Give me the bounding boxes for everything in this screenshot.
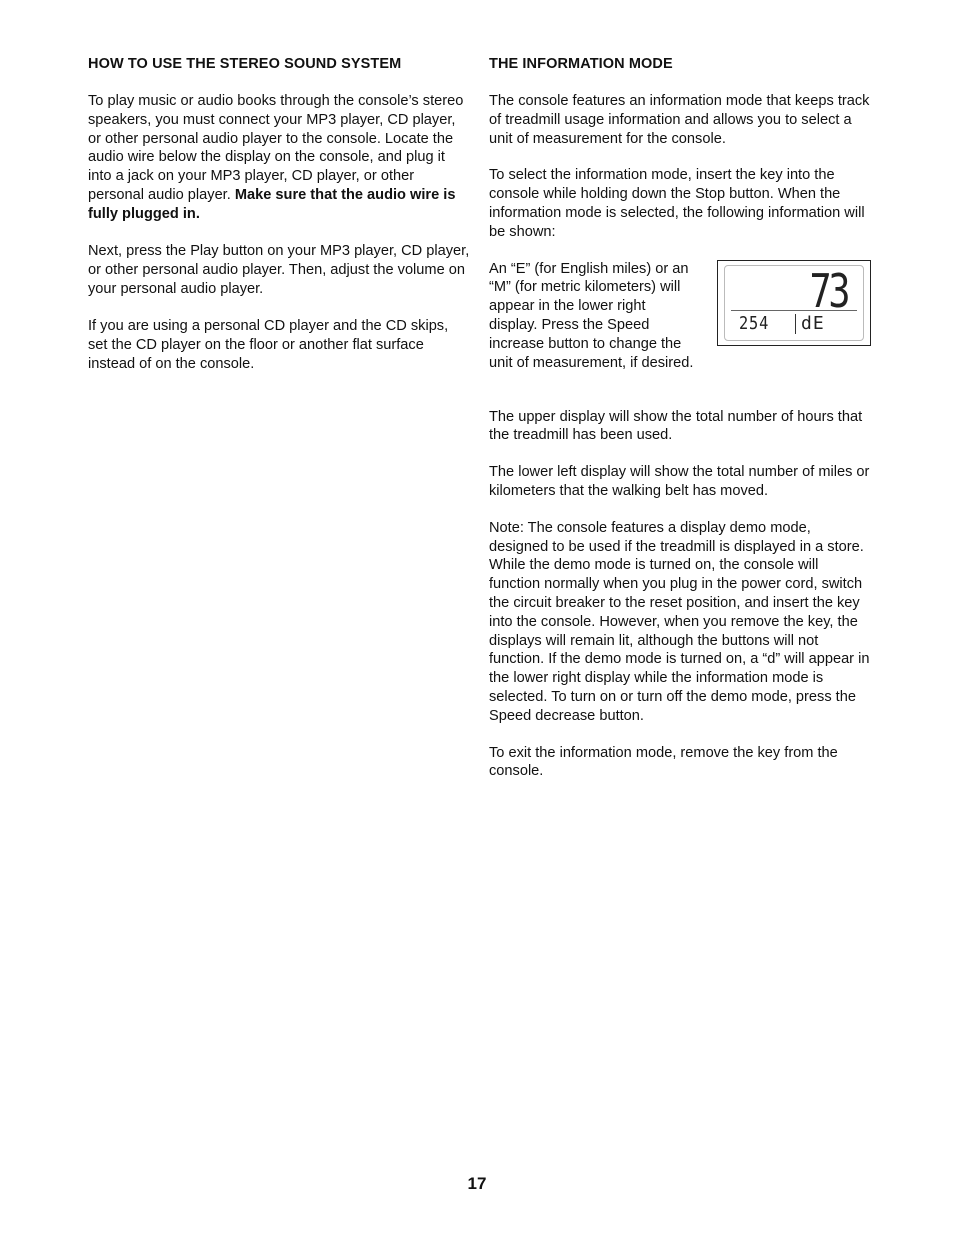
paragraph-connect-text: To play music or audio books through the console’s stereo speakers, you must connect your MP3 player, CD player, or other personal audio player to the console. Locate the audio wire below the display on the console, and plug it into a jack on your MP3 player, CD player, or other personal audio player. bbox=[88, 93, 464, 203]
right-column bbox=[489, 56, 871, 799]
section-heading-information-mode: THE INFORMATION MODE bbox=[489, 56, 673, 72]
display-window bbox=[724, 265, 864, 341]
paragraph-connect-warning: Make sure that the audio wire is fully plugged in. bbox=[88, 186, 456, 222]
section-heading-stereo: HOW TO USE THE STEREO SOUND SYSTEM bbox=[88, 56, 402, 72]
paragraph-info-mode-intro: The console features an information mode that keeps track of treadmill usage information and allows you to select a unit of measurement for the console. bbox=[489, 93, 870, 147]
unit-info-block bbox=[489, 260, 871, 390]
lower-left-display-distance: 254 bbox=[739, 312, 770, 334]
paragraph-connect-player bbox=[88, 92, 470, 224]
paragraph-cd-skips: If you are using a personal CD player and the CD skips, set the CD player on the floor or another flat surface instead of on the console. bbox=[88, 317, 449, 372]
paragraph-lower-left-display: The lower left display will show the total number of miles or kilometers that the walking belt has moved. bbox=[489, 464, 870, 499]
paragraph-unit-of-measurement: An “E” (for English miles) or an “M” (for metric kilometers) will appear in the lower right display. Press the Speed increase button to change the unit of measurement, if desired. bbox=[489, 260, 694, 371]
paragraph-select-info-mode: To select the information mode, insert the key into the console while holding down the Stop button. When the information mode is selected, the following information will be shown: bbox=[489, 167, 865, 240]
unit-info-text bbox=[489, 260, 694, 373]
paragraph-press-play: Next, press the Play button on your MP3 player, CD player, or other personal audio player. Then, adjust the volume on your personal audio player. bbox=[88, 243, 470, 297]
paragraph-upper-display: The upper display will show the total number of hours that the treadmill has been used. bbox=[489, 408, 863, 444]
left-column bbox=[88, 56, 470, 392]
paragraph-demo-mode-note: Note: The console features a display demo mode, designed to be used if the treadmill is displayed in a store. While the demo mode is turned on, the console will function normally when you plug in the power cord, switch the circuit breaker to the reset position, and insert the key into the console. However, when you remove the key, the displays will remain lit, although the buttons will not function. If the demo mode is turned on, a “d” will appear in the lower right display while the information mode is selected. To turn on or turn off the demo mode, press the Speed decrease button. bbox=[489, 519, 870, 724]
display-separator bbox=[731, 310, 857, 311]
page-number: 17 bbox=[467, 1174, 487, 1193]
lower-display-divider bbox=[795, 314, 796, 334]
upper-display-hours: 73 bbox=[809, 263, 847, 318]
console-display-illustration bbox=[717, 260, 871, 346]
lower-right-display-unit: dE bbox=[801, 312, 825, 334]
paragraph-exit-info-mode: To exit the information mode, remove the key from the console. bbox=[489, 744, 838, 780]
